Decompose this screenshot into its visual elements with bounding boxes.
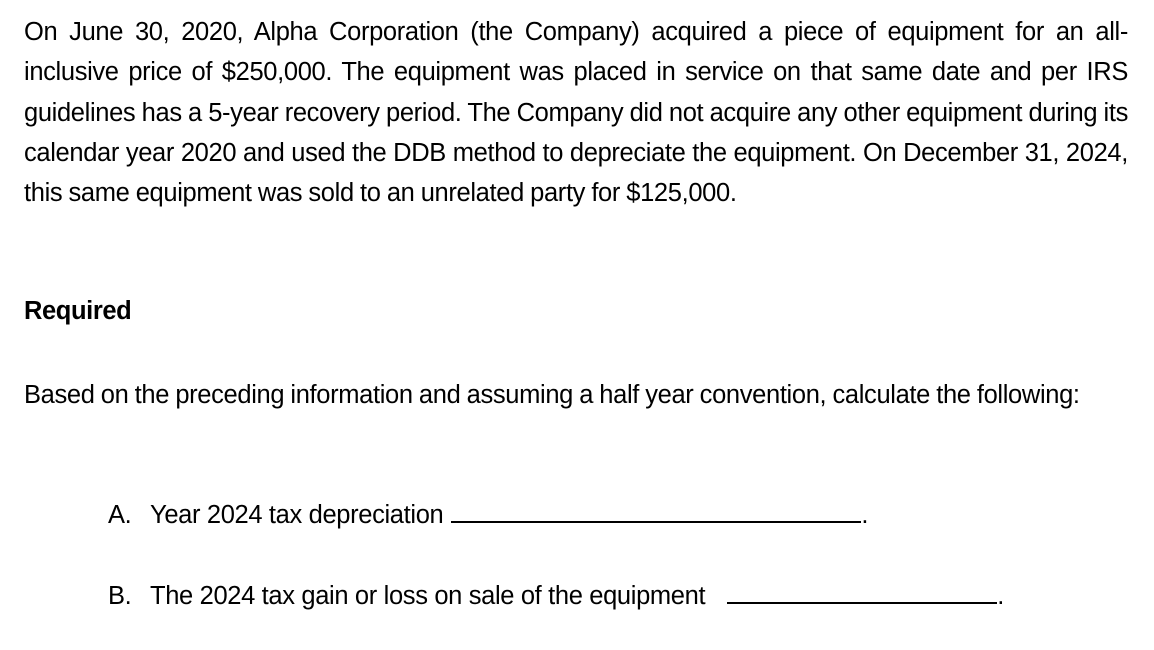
question-b-letter: B. (108, 582, 132, 610)
question-a-text: Year 2024 tax depreciation (150, 501, 444, 529)
question-b-text: The 2024 tax gain or loss on sale of the equipment (150, 582, 706, 610)
question-b-period: . (997, 582, 1004, 610)
question-a-answer-blank[interactable] (451, 495, 861, 523)
instructions-paragraph: Based on the preceding information and assuming a half year convention, calculate the following: (24, 381, 1080, 409)
question-a-letter: A. (108, 501, 132, 529)
required-heading: Required (24, 297, 132, 325)
question-b (108, 576, 1004, 615)
question-a-period: . (861, 501, 869, 529)
problem-intro-paragraph: On June 30, 2020, Alpha Corporation (the Company) acquired a piece of equipment for an all-inclusive price of $250,000. The equipment was placed in service on that same date and per IRS guidelines has a 5-year recovery period. The Company did not acquire any other equipment during its calendar year 2020 and used the DDB method to depreciate the equipment. On December 31, 2024, this same equipment was sold to an unrelated party for $125,000. (24, 18, 1128, 208)
question-a (108, 495, 868, 534)
question-b-answer-blank[interactable] (727, 576, 997, 604)
